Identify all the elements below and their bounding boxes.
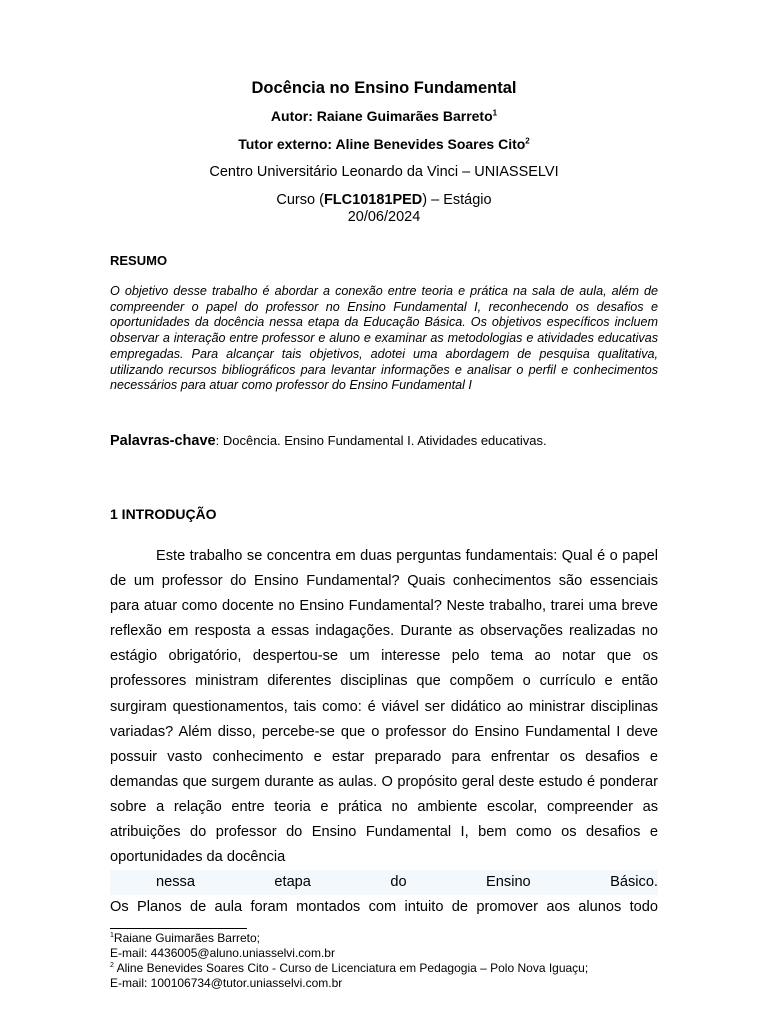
section-heading-introduction: 1 INTRODUÇÃO bbox=[110, 506, 217, 522]
footnote-1 bbox=[110, 931, 588, 946]
introduction-paragraph-end: nessa etapa do Ensino Básico. bbox=[110, 870, 658, 895]
footnote-1-mark: 1 bbox=[110, 932, 114, 939]
footnotes bbox=[110, 931, 588, 991]
footnote-1-text: Raiane Guimarães Barreto; bbox=[113, 931, 260, 945]
course-suffix: ) – Estágio bbox=[422, 192, 492, 208]
tutor-footnote-mark: 2 bbox=[525, 136, 530, 146]
course-prefix: Curso ( bbox=[276, 192, 324, 208]
tutor-name: Tutor externo: Aline Benevides Soares Cito bbox=[238, 136, 526, 152]
introduction-paragraph bbox=[110, 544, 658, 895]
footnote-2-email: E-mail: 100106734@tutor.uniasselvi.com.br bbox=[110, 976, 343, 990]
author-footnote-mark: 1 bbox=[492, 108, 498, 118]
introduction-paragraph-text: Este trabalho se concentra em duas perguntas fundamentais: Qual é o papel de um professor do Ensino Fundamental? Quais conhecimentos são essenciais para atuar como docente no Ensino Fundamental? Neste trabalho, trarei uma breve reflexão em resposta a essas indagações. Durante as observações realizadas no estágio obrigatório, despertou-se um interesse pelo tema ao notar que os professores ministram diferentes disciplinas que compõem o currículo e então surgiram questionamentos, tais como: é viável ser didático ao ministrar disciplinas variadas? Além disso, percebe-se que o professor do Ensino Fundamental I deve possuir vasto conhecimento e estar preparado para enfrentar os desafios e demandas que surgem durante as aulas. O propósito geral deste estudo é ponderar sobre a relação entre teoria e prática no ambiente escolar, compreender as atribuições do professor do Ensino Fundamental I, bem como os desafios e oportunidades da docência bbox=[110, 548, 658, 866]
keywords-text: Docência. Ensino Fundamental I. Atividades educativas. bbox=[219, 433, 547, 448]
footnote-2 bbox=[110, 961, 588, 976]
document-date: 20/06/2024 bbox=[347, 209, 421, 225]
author-line bbox=[0, 108, 768, 124]
abstract-heading: RESUMO bbox=[110, 253, 168, 268]
next-paragraph-start: Os Planos de aula foram montados com intuito de promover aos alunos todo bbox=[110, 899, 658, 916]
author-name: Autor: Raiane Guimarães Barreto bbox=[270, 108, 493, 124]
footnote-separator bbox=[110, 928, 247, 929]
keywords-label: Palavras-chave bbox=[110, 433, 216, 449]
footnote-2-mark: 2 bbox=[110, 962, 114, 969]
tutor-line bbox=[0, 136, 768, 152]
keywords-line bbox=[110, 433, 547, 449]
institution-line: Centro Universitário Leonardo da Vinci – UNIASSELVI bbox=[209, 164, 559, 180]
abstract-text: O objetivo desse trabalho é abordar a conexão entre teoria e prática na sala de aula, além de compreender o papel do professor no Ensino Fundamental I, reconhecendo os desafios e oportunidades da docência nessa etapa da Educação Básica. Os objetivos específicos incluem observar a interação entre professor e aluno e examinar as metodologias e atividades educativas empregadas. Para alcançar tais objetivos, adotei uma abordagem de pesquisa qualitativa, utilizando recursos bibliográficos para levantar informações e analisar o perfil e conhecimentos necessários para atuar como professor do Ensino Fundamental I bbox=[110, 284, 658, 393]
footnote-1-email: E-mail: 4436005@aluno.uniasselvi.com.br bbox=[110, 946, 335, 960]
document-title: Docência no Ensino Fundamental bbox=[251, 79, 517, 97]
course-code: FLC10181PED bbox=[323, 192, 423, 208]
keywords-separator: : bbox=[215, 433, 220, 448]
course-line bbox=[0, 192, 768, 208]
footnote-2-text: Aline Benevides Soares Cito - Curso de Licenciatura em Pedagogia – Polo Nova Iguaçu; bbox=[113, 961, 589, 975]
introduction-body bbox=[110, 544, 658, 920]
